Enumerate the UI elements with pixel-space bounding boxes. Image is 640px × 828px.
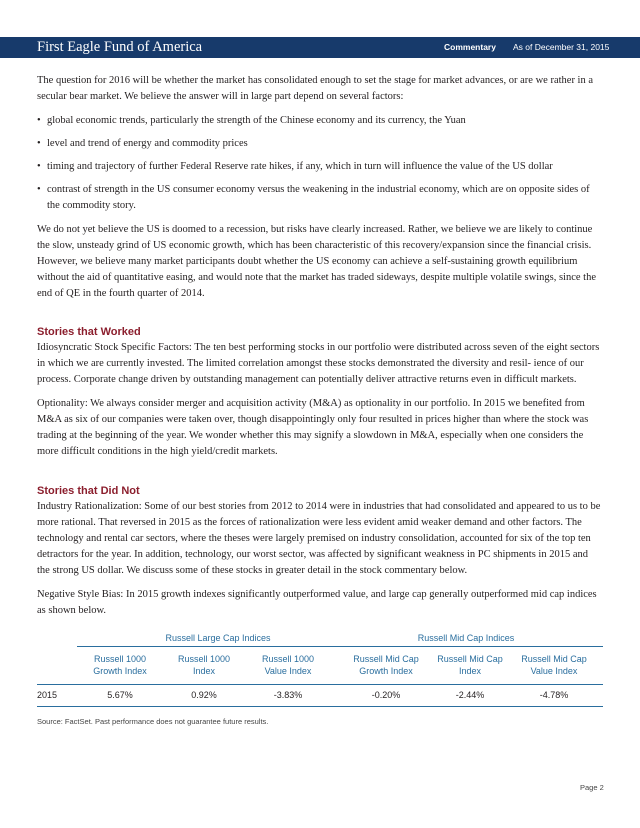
body-content (37, 73, 603, 627)
header-bar (0, 37, 640, 58)
factor-list (37, 113, 603, 214)
column-header: Russell 1000 Index (177, 654, 231, 676)
table-divider (37, 706, 603, 707)
list-item: • global economic trends, particularly the strength of the Chinese economy and its currency, the Yuan (37, 113, 603, 129)
column-header: Russell Mid Cap Index (437, 654, 503, 676)
intro-paragraph: The question for 2016 will be whether the market has consolidated enough to set the stage for market advances, or are we rather in a secular bear market. We believe the answer will in large part depend on several factors: (37, 75, 594, 102)
page-number: Page 2 (580, 783, 604, 792)
list-item: • contrast of strength in the US consumer economy versus the weakening in the industrial economy, which are on opposite sides of the commodity story. (37, 184, 590, 211)
list-item: • level and trend of energy and commodity prices (37, 136, 603, 152)
column-header: Russell 1000 Growth Index (93, 654, 147, 676)
outlook-paragraph: We do not yet believe the US is doomed to a recession, but risks have clearly increased. Rather, we believe we are likely to continue the slow, unsteady grind of US economic growth, which has been characteristic of this recovery/expansion since the financial crisis. However, we believe many market participants doubt whether the US economy can achieve a self-sustaining growth equilibrium without the aid of quantitative easing, and would note that the market has traded sideways, despite multiple volatile swings, since the end of QE in the fourth quarter of 2014. (37, 224, 596, 299)
table-divider (37, 684, 603, 685)
stories-did-not-section (37, 484, 603, 619)
section-heading: Stories that Worked (37, 326, 141, 338)
column-header: Russell Mid Cap Value Index (521, 654, 587, 676)
source-note: Source: FactSet. Past performance does not guarantee future results. (37, 717, 269, 726)
table-cell: -2.44% (455, 690, 485, 700)
as-of-date: As of December 31, 2015 (513, 42, 610, 52)
section-heading: Stories that Did Not (37, 485, 140, 497)
paragraph: Industry Rationalization: Some of our best stories from 2012 to 2014 were in industries that had consolidated and appeared to us to be more rational. That reversed in 2015 as the forces of rationalization were less evident amid weaker demand and other factors. The technology and rental car sectors, where the theses were largely premised on industry consolidation, accounted for six of the top ten detractors for the year. In addition, technology, our worst sector, was affected by significant weakness in PC shipments in 2015 and the strong US dollar. We discuss some of these stocks in greater detail in the stock commentary below. (37, 501, 601, 576)
table-cell: 0.92% (191, 690, 217, 700)
group-header-mid-cap: Russell Mid Cap Indices (329, 632, 603, 647)
bullet-icon: • (37, 138, 41, 149)
row-label: 2015 (37, 690, 58, 700)
bullet-icon: • (37, 115, 41, 126)
table-cell: 5.67% (107, 690, 133, 700)
doc-type-label: Commentary (444, 42, 496, 52)
paragraph: Idiosyncratic Stock Specific Factors: The ten best performing stocks in our portfolio were distributed across seven of the eight sectors in which we are currently invested. The limited correlation amongst these stocks demonstrated the diversity and resil- ience of our process. Corporate change driven by outstanding management can potentially deliver attractive returns even in difficult markets. (37, 342, 600, 385)
fund-title: First Eagle Fund of America (37, 39, 203, 55)
table-cell: -4.78% (539, 690, 569, 700)
table-cell: -0.20% (371, 690, 401, 700)
list-item: • timing and trajectory of further Federal Reserve rate hikes, if any, which in turn will influence the value of the US dollar (37, 159, 603, 175)
stories-worked-section (37, 325, 603, 460)
paragraph: Optionality: We always consider merger and acquisition activity (M&A) as optionality in our portfolio. In 2015 we benefited from M&A as six of our companies were taken over, though disappointingly only four resulted in prices higher than where the stock was trading at the beginning of the year. We wonder whether this may signify a slowdown in M&A, especially when one considers the more difficult conditions in the high yield/credit markets. (37, 398, 589, 457)
bullet-icon: • (37, 184, 41, 195)
column-header: Russell 1000 Value Index (261, 654, 315, 676)
bullet-icon: • (37, 161, 41, 172)
paragraph: Negative Style Bias: In 2015 growth indexes significantly outperformed value, and large cap generally outperformed mid cap indices as shown below. (37, 589, 597, 616)
column-header: Russell Mid Cap Growth Index (353, 654, 419, 676)
group-header-large-cap: Russell Large Cap Indices (77, 632, 359, 647)
table-cell: -3.83% (273, 690, 303, 700)
